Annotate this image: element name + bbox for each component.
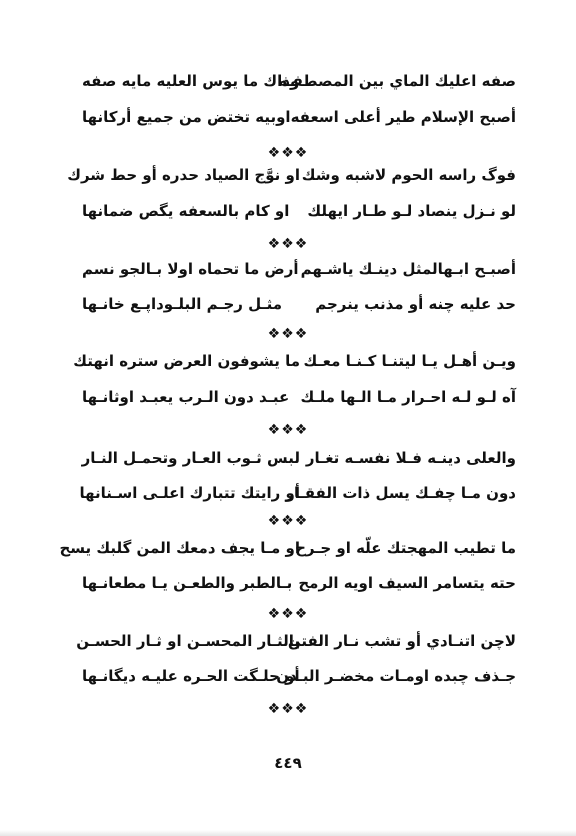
verse-line	[0, 626, 576, 656]
verse-hemistich-right: ما تطيب المهجتك علّه او جـرح	[295, 539, 516, 557]
verse-line	[0, 568, 576, 598]
verse-line	[0, 346, 576, 376]
verse-hemistich-left: او مـا يجف دمعك المن گلبك يسح	[59, 539, 300, 557]
stanza-separator: ❖❖❖	[267, 422, 309, 438]
verse-line	[0, 289, 576, 319]
verse-hemistich-left: أرض ما تحماه اولا بـالجو نسم	[82, 260, 299, 278]
verse-hemistich-left: مثـل رجـم البلـوداپـع خانـها	[82, 295, 283, 313]
verse-hemistich-right: ويـن أهـل يـا ليتنـا كـنـا معـك	[303, 352, 516, 370]
verse-hemistich-right: آه لـو لـه احـرار مـا الـها ملـك	[300, 388, 516, 406]
verse-line	[0, 196, 576, 226]
verse-hemistich-left: لبس ثـوب العـار وتحمـل النـار	[81, 449, 300, 467]
verse-line	[0, 661, 576, 691]
verse-line	[0, 382, 576, 412]
verse-hemistich-right: أصبـح ابـهالمثل دينـك ياشـهم	[300, 260, 516, 278]
verse-line	[0, 66, 576, 96]
verse-line	[0, 254, 576, 284]
verse-line	[0, 443, 576, 473]
page-number: ٤٤٩	[274, 754, 302, 772]
stanza-separator: ❖❖❖	[267, 326, 309, 342]
verse-hemistich-right: حد عليه چنه أو مذنب ينرجم	[315, 295, 516, 313]
verse-hemistich-left: ما يشوفون العرض ستره انهتك	[73, 352, 300, 370]
verse-hemistich-right: لو نـزل ينصاد لـو طـار ايهلك	[307, 202, 516, 220]
verse-hemistich-left: او كام بالسعفه يگص ضمانها	[82, 202, 290, 220]
verse-line	[0, 478, 576, 508]
verse-hemistich-left: بـالطبر والطعـن يـا مطعانـها	[82, 574, 293, 592]
verse-line	[0, 102, 576, 132]
verse-hemistich-left: وذاك ما يوس العليه مايه صفه	[82, 72, 300, 90]
verse-hemistich-right: حته يتسامر السيف اويه الرمح	[298, 574, 516, 592]
stanza-separator: ❖❖❖	[267, 236, 309, 252]
stanza-separator: ❖❖❖	[267, 701, 309, 717]
verse-hemistich-left: او نوَّج الصياد حدره أو حط شرك	[67, 166, 300, 184]
verse-hemistich-right: لاچن اتنـادي أو تشب نـار الفتن	[287, 632, 516, 650]
verse-hemistich-left: عبـد دون الـرب يعبـد اوثانـها	[82, 388, 290, 406]
verse-line	[0, 160, 576, 190]
verse-hemistich-left: أو رايتك تتبارك اعلـى اسـنانها	[79, 484, 300, 502]
verse-hemistich-right: والعلى دينـه فـلا نفسـه تغـار	[305, 449, 516, 467]
verse-line	[0, 533, 576, 563]
verse-hemistich-right: فوگ راسه الحوم لاشبه وشك	[301, 166, 516, 184]
verse-hemistich-right: جـذف چبده اومـات مخضـر البـدن	[276, 667, 516, 685]
stanza-separator: ❖❖❖	[267, 513, 309, 529]
verse-hemistich-left: اوبيه تختض من جميع أركانها	[82, 108, 291, 126]
stanza-separator: ❖❖❖	[267, 606, 309, 622]
verse-hemistich-left: يالثـار المحسـن او ثـار الحسـن	[76, 632, 300, 650]
page-bottom-edge	[0, 830, 576, 836]
verse-hemistich-right: أصبح الإسلام طير أعلى اسعفه	[290, 108, 516, 126]
verse-hemistich-right: دون مـا چفـك يسل ذات الفقـار	[285, 484, 516, 502]
stanza-separator: ❖❖❖	[267, 145, 309, 161]
verse-hemistich-right: صفه اعليك الماي بين المصطفـه	[278, 72, 516, 90]
verse-hemistich-left: أو حلـگت الحـره عليـه ديگانـها	[82, 667, 300, 685]
